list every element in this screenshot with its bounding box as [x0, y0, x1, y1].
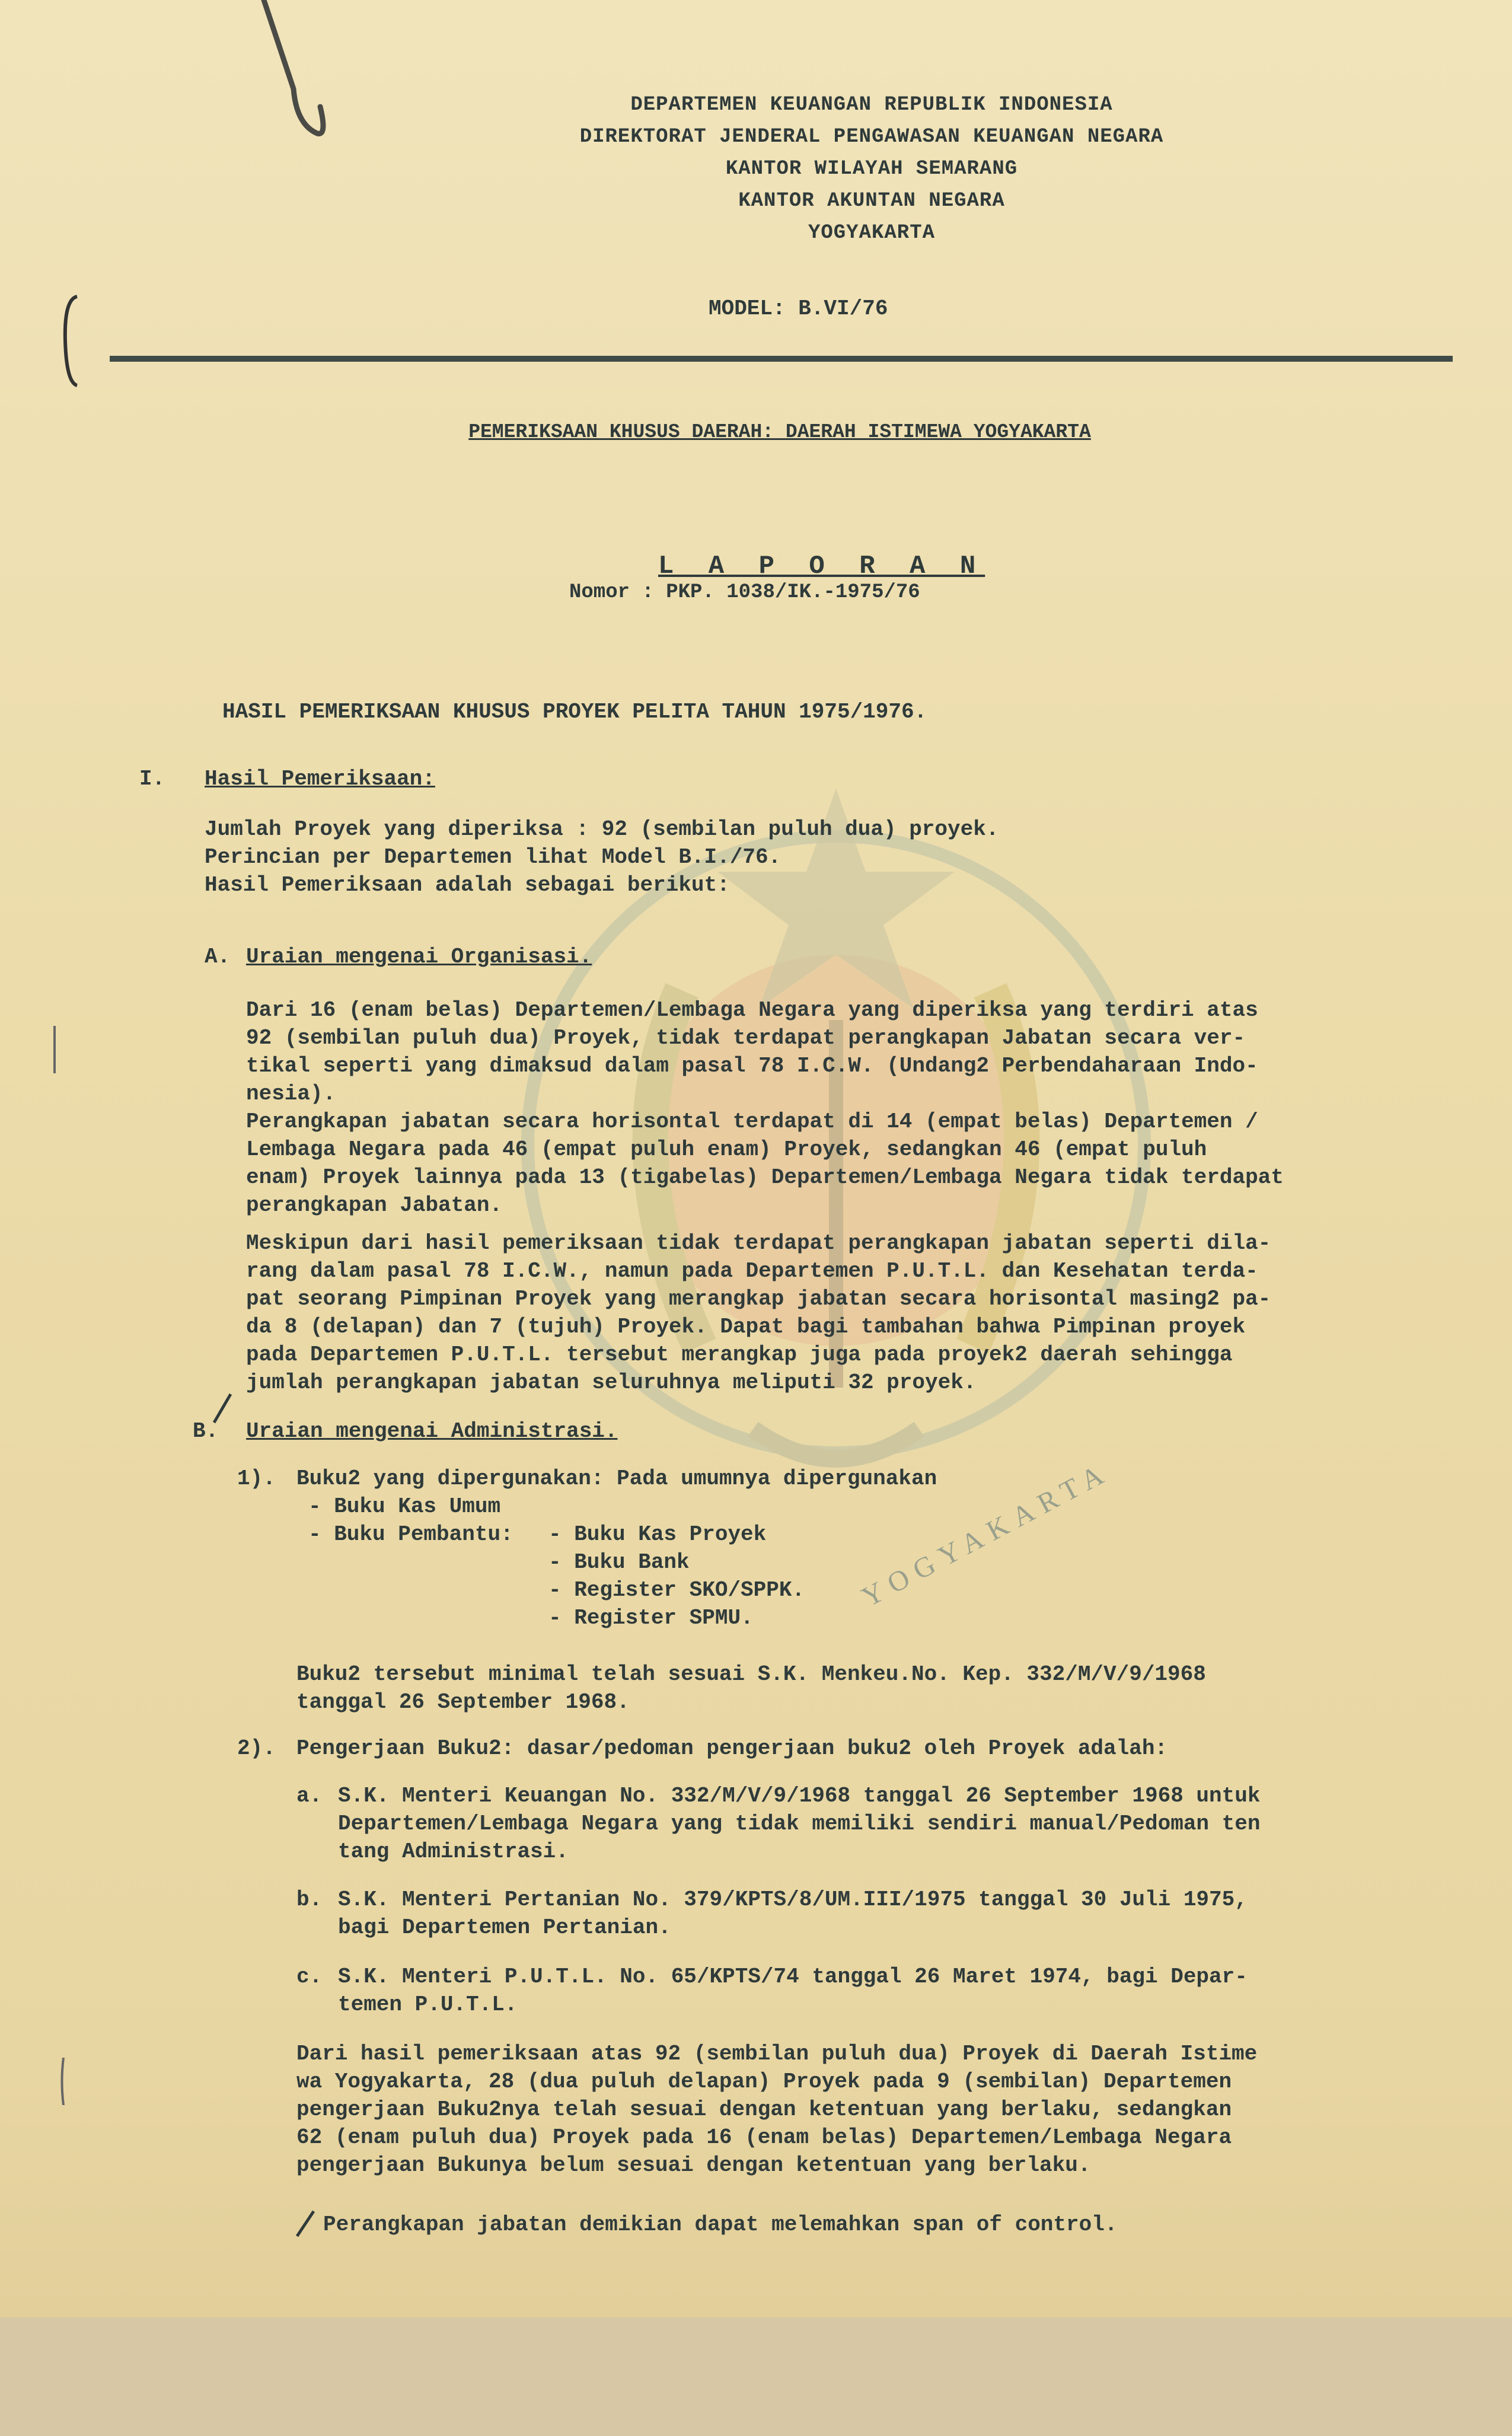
item-text: Buku2 yang dipergunakan: Pada umumnya dipergunakan	[296, 1466, 937, 1491]
list-item: - Buku Pembantu:	[308, 1522, 513, 1547]
section-line: Perincian per Departemen lihat Model B.I./76.	[205, 845, 781, 869]
paragraph-line: Perangkapan jabatan secara horisontal terdapat di 14 (empat belas) Departemen /	[246, 1109, 1258, 1134]
list-letter: c.	[296, 1965, 323, 1989]
header-line: DEPARTEMEN KEUANGAN REPUBLIK INDONESIA	[630, 94, 1113, 116]
paragraph-line: wa Yogyakarta, 28 (dua puluh delapan) Proyek pada 9 (sembilan) Departemen	[296, 2070, 1232, 2094]
subsection-letter: A.	[205, 945, 231, 969]
item-number: 2).	[237, 1736, 276, 1761]
paragraph-line: rang dalam pasal 78 I.C.W., namun pada Departemen P.U.T.L. dan Kesehatan terda-	[246, 1259, 1258, 1283]
paragraph-line: jumlah perangkapan jabatan seluruhnya meliputi 32 proyek.	[246, 1370, 977, 1395]
paragraph-line: Lembaga Negara pada 46 (empat puluh enam) Proyek, sedangkan 46 (empat puluh	[246, 1137, 1207, 1162]
paragraph-line: enam) Proyek lainnya pada 13 (tigabelas) Departemen/Lembaga Negara tidak terdapat	[246, 1165, 1284, 1190]
section-number: I.	[139, 767, 165, 791]
subsection-letter: B.	[193, 1419, 219, 1443]
watermark-text: YOGYAKARTA	[856, 1455, 1116, 1614]
paragraph-line: tanggal 26 September 1968.	[296, 1690, 630, 1714]
paragraph-line: tikal seperti yang dimaksud dalam pasal 78 I.C.W. (Undang2 Perbendaharaan Indo-	[246, 1054, 1258, 1078]
list-item: - Buku Kas Umum	[308, 1494, 501, 1519]
section-heading: Hasil Pemeriksaan:	[205, 767, 435, 791]
subject-line: PEMERIKSAAN KHUSUS DAERAH: DAERAH ISTIMEWA YOGYAKARTA	[468, 421, 1091, 443]
list-letter: a.	[296, 1784, 323, 1808]
item-text: Pengerjaan Buku2: dasar/pedoman pengerjaan buku2 oleh Proyek adalah:	[296, 1736, 1168, 1761]
section-line: Jumlah Proyek yang diperiksa : 92 (sembilan puluh dua) proyek.	[205, 817, 999, 841]
section-line: Hasil Pemeriksaan adalah sebagai berikut:	[205, 873, 730, 897]
paragraph-line: perangkapan Jabatan.	[246, 1193, 503, 1217]
paragraph-line: S.K. Menteri P.U.T.L. No. 65/KPTS/74 tanggal 26 Maret 1974, bagi Depar-	[338, 1965, 1248, 1989]
margin-tick-mark	[50, 1026, 59, 1073]
paragraph-line: da 8 (delapan) dan 7 (tujuh) Proyek. Dapat bagi tambahan bahwa Pimpinan proyek	[246, 1315, 1246, 1339]
list-item: - Register SPMU.	[548, 1606, 754, 1630]
margin-bracket-mark	[59, 294, 83, 388]
paragraph-line: tang Administrasi.	[338, 1839, 569, 1864]
paragraph-line: Buku2 tersebut minimal telah sesuai S.K. Menkeu.No. Kep. 332/M/V/9/1968	[296, 1662, 1206, 1686]
subsection-heading: Uraian mengenai Administrasi.	[246, 1419, 618, 1443]
paragraph-line: Departemen/Lembaga Negara yang tidak memiliki sendiri manual/Pedoman ten	[338, 1812, 1261, 1836]
staple-mark	[261, 0, 332, 154]
subsection-heading: Uraian mengenai Organisasi.	[246, 945, 592, 969]
header-line: YOGYAKARTA	[808, 222, 936, 244]
margin-tick-mark	[59, 2058, 68, 2105]
document-number: Nomor : PKP. 1038/IK.-1975/76	[569, 581, 920, 604]
header-line: KANTOR AKUNTAN NEGARA	[738, 190, 1005, 212]
paragraph-line: pengerjaan Bukunya belum sesuai dengan ketentuan yang berlaku.	[296, 2153, 1091, 2177]
paragraph-line: S.K. Menteri Pertanian No. 379/KPTS/8/UM.III/1975 tanggal 30 Juli 1975,	[338, 1887, 1248, 1912]
intro-heading: HASIL PEMERIKSAAN KHUSUS PROYEK PELITA TAHUN 1975/1976.	[222, 700, 927, 724]
paragraph-line: Meskipun dari hasil pemeriksaan tidak terdapat perangkapan jabatan seperti dila-	[246, 1231, 1271, 1255]
paragraph-line: Dari hasil pemeriksaan atas 92 (sembilan puluh dua) Proyek di Daerah Istime	[296, 2042, 1258, 2066]
paragraph-line: Dari 16 (enam belas) Departemen/Lembaga Negara yang diperiksa yang terdiri atas	[246, 998, 1258, 1022]
paragraph-line: bagi Departemen Pertanian.	[338, 1915, 671, 1940]
paragraph-line: temen P.U.T.L.	[338, 1992, 518, 2017]
list-item: - Buku Kas Proyek	[548, 1522, 767, 1547]
document-title: L A P O R A N	[658, 551, 985, 581]
header-line: DIREKTORAT JENDERAL PENGAWASAN KEUANGAN NEGARA	[579, 126, 1164, 148]
list-item: - Register SKO/SPPK.	[548, 1578, 805, 1602]
paragraph-line: pengerjaan Buku2nya telah sesuai dengan ketentuan yang berlaku, sedangkan	[296, 2097, 1232, 2122]
paragraph-line: pada Departemen P.U.T.L. tersebut merangkap juga pada proyek2 daerah sehingga	[246, 1343, 1233, 1367]
horizontal-rule	[110, 356, 1453, 362]
header-line: KANTOR WILAYAH SEMARANG	[725, 158, 1018, 180]
handwritten-check-mark	[294, 2209, 317, 2239]
item-number: 1).	[237, 1466, 276, 1491]
paragraph-line: S.K. Menteri Keuangan No. 332/M/V/9/1968 tanggal 26 September 1968 untuk	[338, 1784, 1261, 1808]
list-letter: b.	[296, 1887, 323, 1912]
model-code: MODEL: B.VI/76	[709, 296, 888, 321]
paper-bottom-edge	[0, 2317, 1512, 2436]
paragraph-line: 62 (enam puluh dua) Proyek pada 16 (enam belas) Departemen/Lembaga Negara	[296, 2125, 1232, 2150]
paragraph-line: 92 (sembilan puluh dua) Proyek, tidak terdapat perangkapan Jabatan secara ver-	[246, 1026, 1246, 1050]
footnote: Perangkapan jabatan demikian dapat melemahkan span of control.	[323, 2212, 1118, 2237]
paragraph-line: pat seorang Pimpinan Proyek yang merangkap jabatan secara horisontal masing2 pa-	[246, 1287, 1271, 1311]
letterhead	[368, 89, 1376, 249]
paragraph-line: nesia).	[246, 1082, 336, 1106]
list-item: - Buku Bank	[548, 1550, 690, 1574]
